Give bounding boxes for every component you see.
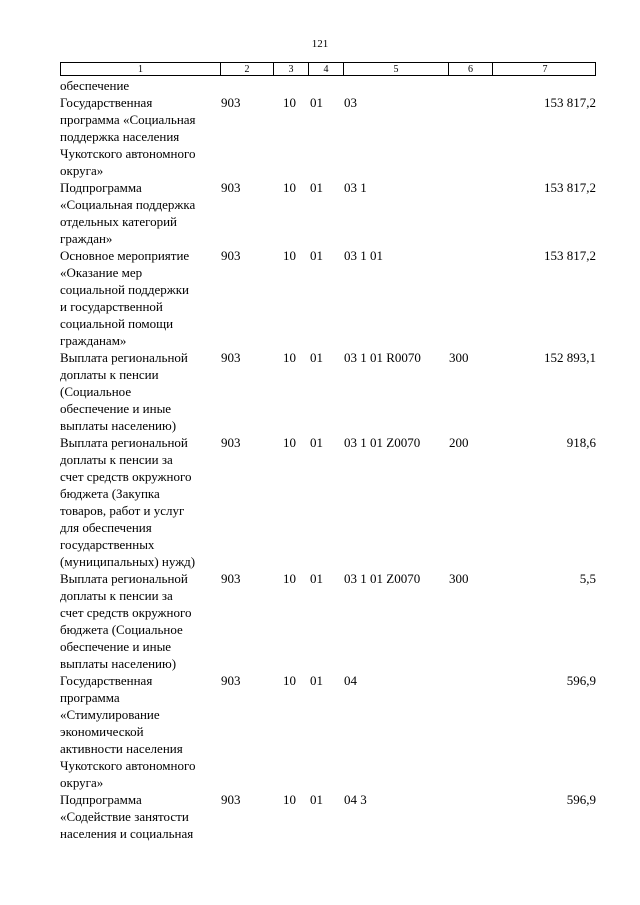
amount: 596,9 [566,792,596,807]
admin-code: 903 [221,435,241,450]
row-name-line: обеспечение и иные [60,401,172,416]
target-article-code: 03 1 01 Z0070 [344,435,421,450]
row-name-line: «Социальная поддержка [60,197,196,212]
row-name-line: выплаты населению) [60,418,177,433]
column-header: 3 [274,63,309,76]
row-name-line: товаров, работ и услуг [60,503,185,518]
table-row [60,672,596,791]
row-name-line: и государственной [60,299,163,314]
row-name [60,179,220,247]
subsection-code: 01 [310,180,323,195]
row-name-line: Чукотского автономного [60,758,196,773]
row-name-line: (муниципальных) нужд) [60,554,196,569]
row-name [60,349,220,434]
expense-type-code [448,247,492,349]
row-name-line: Подпрограмма [60,792,142,807]
section-code: 10 [283,350,296,365]
row-name-line: для обеспечения [60,520,152,535]
row-name [60,94,220,179]
expense-type-code: 200 [449,435,469,450]
continuation-text: обеспечение [60,78,130,93]
target-article-code: 03 [344,95,357,110]
admin-code: 903 [221,180,241,195]
expense-type-code: 300 [449,350,469,365]
row-name-line: поддержка населения [60,129,180,144]
row-name [60,570,220,672]
table-row [60,94,596,179]
table-header [60,62,596,76]
row-name [60,434,220,570]
row-name [60,247,220,349]
row-name-line: округа» [60,163,104,178]
target-article-code: 03 1 01 [344,248,383,263]
column-header: 4 [309,63,344,76]
column-header: 1 [61,63,221,76]
subsection-code: 01 [310,350,323,365]
row-name-line: счет средств окружного [60,605,192,620]
section-code: 10 [283,571,296,586]
row-name-line: обеспечение и иные [60,639,172,654]
row-name-line: доплаты к пенсии [60,367,159,382]
admin-code: 903 [221,350,241,365]
row-name-line: гражданам» [60,333,127,348]
subsection-code: 01 [310,248,323,263]
row-name-line: Выплата региональной [60,350,188,365]
row-name-line: бюджета (Закупка [60,486,160,501]
target-article-code: 03 1 [344,180,367,195]
row-name-line: Подпрограмма [60,180,142,195]
section-code: 10 [283,673,296,688]
row-name-line: «Стимулирование [60,707,160,722]
expense-type-code [448,791,492,842]
target-article-code: 03 1 01 Z0070 [344,571,421,586]
table-row [60,247,596,349]
row-name-line: «Оказание мер [60,265,143,280]
row-name-line: населения и социальная [60,826,194,841]
table-row [60,570,596,672]
row-name-line: доплаты к пенсии за [60,452,173,467]
expense-type-code: 300 [449,571,469,586]
row-name-line: программа «Социальная [60,112,196,127]
subsection-code: 01 [310,435,323,450]
expense-type-code [448,179,492,247]
section-code: 10 [283,248,296,263]
admin-code: 903 [221,673,241,688]
admin-code: 903 [221,792,241,807]
table-row [60,349,596,434]
amount: 152 893,1 [544,350,596,365]
amount: 596,9 [566,673,596,688]
row-name-line: «Содействие занятости [60,809,189,824]
row-name-line: доплаты к пенсии за [60,588,173,603]
row-name-line: бюджета (Социальное [60,622,183,637]
table-row [60,179,596,247]
row-name-line: Выплата региональной [60,571,188,586]
target-article-code: 04 3 [344,792,367,807]
row-name-line: граждан» [60,231,113,246]
section-code: 10 [283,180,296,195]
column-header: 5 [344,63,449,76]
subsection-code: 01 [310,673,323,688]
amount: 153 817,2 [544,248,596,263]
subsection-code: 01 [310,792,323,807]
amount: 153 817,2 [544,95,596,110]
row-name-line: Выплата региональной [60,435,188,450]
row-name-line: активности населения [60,741,183,756]
admin-code: 903 [221,248,241,263]
column-header: 7 [542,64,548,75]
row-name-line: счет средств окружного [60,469,192,484]
row-name-line: экономической [60,724,144,739]
section-code: 10 [283,792,296,807]
admin-code: 903 [221,95,241,110]
row-name-line: округа» [60,775,104,790]
page-number: 121 [311,38,329,50]
section-code: 10 [283,435,296,450]
expense-type-code [448,94,492,179]
budget-table [60,62,596,842]
amount: 5,5 [579,571,596,586]
row-name-line: Государственная [60,673,153,688]
expense-type-code [448,672,492,791]
section-code: 10 [283,95,296,110]
subsection-code: 01 [310,95,323,110]
row-name-line: Государственная [60,95,153,110]
column-header: 2 [221,63,274,76]
table-row [60,434,596,570]
row-name [60,672,220,791]
admin-code: 903 [221,571,241,586]
amount: 153 817,2 [544,180,596,195]
row-name-line: программа [60,690,120,705]
row-name-line: социальной помощи [60,316,174,331]
table-row [60,791,596,842]
row-name-line: социальной поддержки [60,282,189,297]
row-name-line: отдельных категорий [60,214,178,229]
row-name-line: выплаты населению) [60,656,177,671]
row-name-line: государственных [60,537,155,552]
row-name-line: Основное мероприятие [60,248,190,263]
row-name [60,791,220,842]
target-article-code: 04 [344,673,357,688]
target-article-code: 03 1 01 R0070 [344,350,421,365]
subsection-code: 01 [310,571,323,586]
row-name-line: Чукотского автономного [60,146,196,161]
amount: 918,6 [566,435,596,450]
table-body [60,94,596,842]
row-name-line: (Социальное [60,384,132,399]
column-header: 6 [449,63,493,76]
